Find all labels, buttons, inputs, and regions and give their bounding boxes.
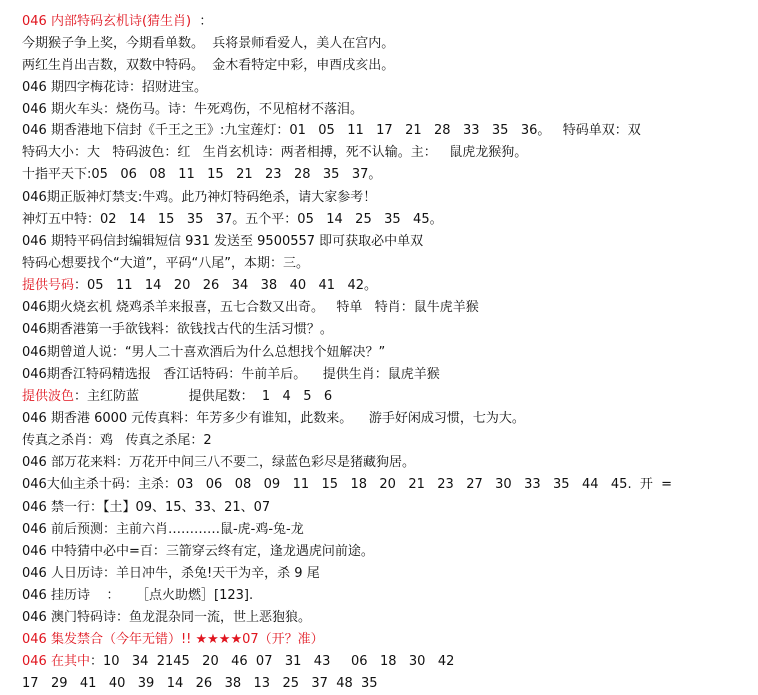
text-line [22, 99, 363, 121]
text-line [22, 33, 394, 55]
text-line [22, 55, 394, 77]
line-text: 17 29 41 40 39 14 26 38 13 25 37 48 35 [22, 676, 378, 691]
line-text: 046 挂历诗 ： ［点火助燃］[123]. [22, 588, 254, 603]
line-text: ：10 34 2145 20 46 07 31 43 06 18 30 42 [89, 654, 455, 669]
text-line [22, 364, 440, 386]
line-text: 046 部万花来料：万花开中间三八不要二，绿蓝色彩尽是猪藏狗居。 [22, 455, 415, 470]
line-text: 046 人日历诗：羊日冲牛，杀兔!天干为辛，杀 9 尾 [22, 566, 320, 581]
text-line [22, 342, 385, 364]
line-text: 046 禁一行：【土】09、15、33、21、07 [22, 500, 271, 515]
line-text: 传真之杀肖：鸡 传真之杀尾：2 [22, 433, 212, 448]
line-text: 046 前后预测：主前六肖…………鼠-虎-鸡-兔-龙 [22, 522, 304, 537]
text-line [22, 541, 374, 563]
line-text: 046 期香港地下信封《千王之王》:九宝莲灯：01 05 11 17 21 28 33 35 36。 特码单双：双 [22, 123, 641, 138]
text-line [22, 563, 320, 585]
highlight-label: 046 在其中 [22, 654, 90, 669]
text-line [22, 297, 479, 319]
line-text: 特码大小：大 特码波色：红 生肖玄机诗：两者相搏，死不认输。主： 鼠虎龙猴狗。 [22, 145, 528, 160]
text-line [22, 231, 423, 253]
line-text: 神灯五中特：02 14 15 35 37。五个平：05 14 25 35 45。 [22, 212, 443, 227]
text-line [22, 275, 377, 297]
text-line [22, 430, 212, 452]
line-text: ：05 11 14 20 26 34 38 40 41 42。 [74, 278, 378, 293]
text-line [22, 585, 253, 607]
line-text: 046 中特猜中必中=百：三箭穿云终有定，逢龙遇虎问前途。 [22, 544, 374, 559]
text-line [22, 319, 333, 341]
text-line [22, 408, 525, 430]
line-text: 046 期火车头：烧伤马。诗：牛死鸡伤，不见棺材不落泪。 [22, 102, 363, 117]
text-line [22, 651, 454, 673]
highlight-label: 提供号码 [22, 278, 75, 293]
line-text: 046期正版神灯禁支:牛鸡。此乃神灯特码绝杀，请大家参考！ [22, 190, 377, 205]
text-line [22, 386, 332, 408]
line-text: ：主红防蓝 提供尾数： 1 4 5 6 [74, 389, 333, 404]
highlight-label: 046 集发禁合（今年无错）!! ★★★★07（开？准） [22, 632, 324, 647]
line-text: 十指平天下:05 06 08 11 15 21 23 28 35 37。 [22, 167, 382, 182]
text-line [22, 673, 378, 695]
line-text: 046 澳门特码诗：鱼龙混杂同一流，世上恶狍狼。 [22, 610, 311, 625]
line-text: 046期香港第一手欲钱料：欲钱找古代的生活习惯？。 [22, 322, 333, 337]
text-line [22, 209, 443, 231]
line-text: 046 期特平码信封编辑短信 931 发送至 9500557 即可获取必中单双 [22, 234, 424, 249]
text-line [22, 519, 304, 541]
line-text: 046 期香港 6000 元传真料：年芳多少有谁知，此数来。 游手好闲成习惯，七为大。 [22, 411, 525, 426]
line-text: 046大仙主杀十码：主杀：03 06 08 09 11 15 18 20 21 23 27 30 33 35 44 45. 开 = [22, 477, 672, 492]
text-line [22, 120, 641, 142]
text-line [22, 77, 207, 99]
text-line [22, 474, 672, 496]
text-line [22, 187, 376, 209]
text-line [22, 11, 212, 33]
text-line [22, 142, 527, 164]
text-line [22, 497, 270, 519]
highlight-label: 046 内部特码玄机诗(猜生肖) [22, 14, 192, 29]
text-line [22, 164, 381, 186]
line-text: 046期香江特码精选报 香江话特码：牛前羊后。 提供生肖：鼠虎羊猴 [22, 367, 440, 382]
text-line [22, 607, 311, 629]
text-line [22, 452, 415, 474]
text-line [22, 253, 309, 275]
line-text: 两红生肖出吉数，双数中特码。 金木看特定中彩，申酉戌亥出。 [22, 58, 395, 73]
text-line [22, 629, 324, 651]
line-text: 今期猴子争上奖，今期看单数。 兵将景师看爱人，美人在宫内。 [22, 36, 395, 51]
line-text: 046 期四字梅花诗：招财进宝。 [22, 80, 207, 95]
line-text: ： [191, 14, 213, 29]
line-text: 特码心想要找个“大道”，平码“八尾”，本期：三。 [22, 256, 309, 271]
line-text: 046期曾道人说：“男人二十喜欢酒后为什么总想找个妞解决？” [22, 345, 386, 360]
highlight-label: 提供波色 [22, 389, 75, 404]
line-text: 046期火烧玄机 烧鸡杀羊来报喜，五七合数又出奇。 特单 特肖：鼠牛虎羊猴 [22, 300, 479, 315]
